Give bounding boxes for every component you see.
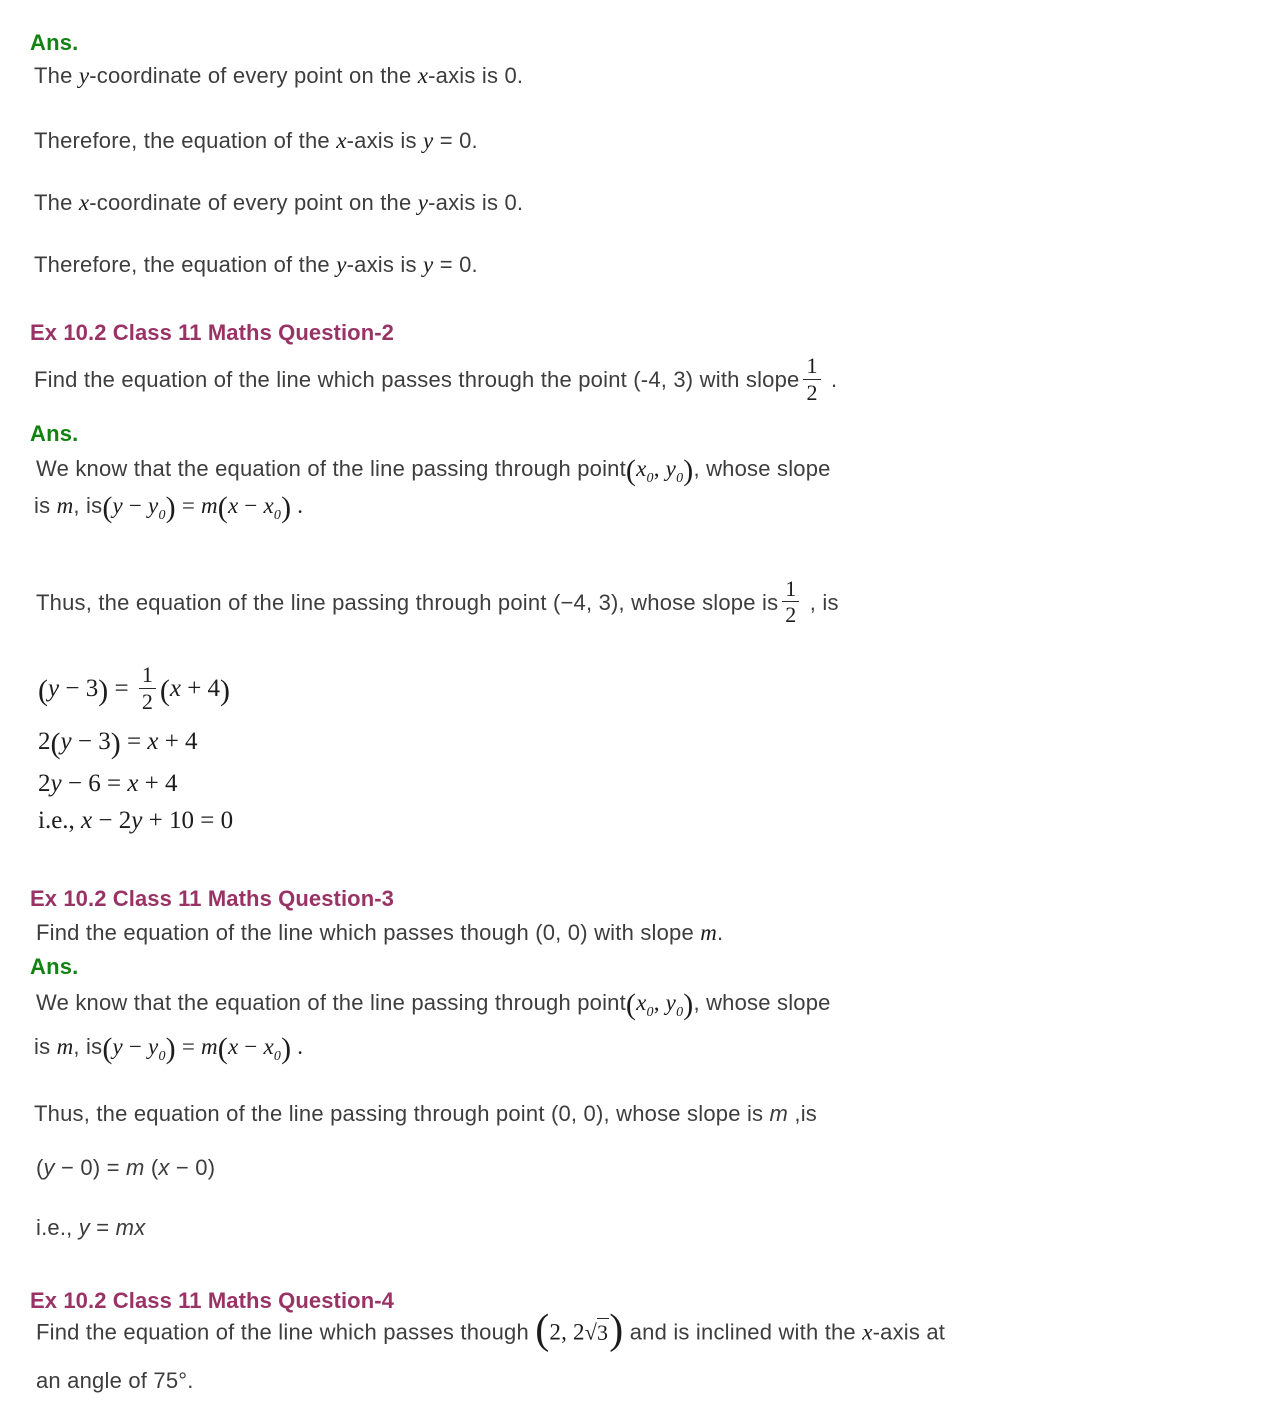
text-run: x	[158, 1154, 170, 1180]
text-run: y	[50, 769, 62, 797]
fraction: $\frac{1}{2}$	[782, 577, 799, 628]
equation-line	[30, 727, 1235, 759]
text-run: 2	[38, 769, 51, 797]
text-run: i.e.,	[38, 806, 82, 834]
text-run: .	[291, 492, 304, 518]
text-run: Therefore, the equation of the	[34, 128, 337, 154]
text-run: y	[336, 252, 347, 278]
text-run: is	[34, 492, 57, 518]
equation-line	[30, 769, 1235, 799]
text-run: m	[769, 1100, 789, 1126]
text-run: an angle of 75°.	[36, 1367, 194, 1393]
text-run: The	[34, 190, 79, 216]
text-run: 0	[676, 470, 684, 486]
text-run: + 10 = 0	[142, 806, 234, 834]
text-run: y	[665, 455, 677, 481]
text-run: Thus, the equation of the line passing through point (−4, 3), whose slope is	[36, 589, 779, 615]
text-run: , is	[73, 1033, 103, 1059]
text-run: (	[38, 674, 48, 708]
text-run: We know that the equation of the line passing through point	[36, 455, 626, 481]
text-run: − 2	[92, 806, 132, 834]
text-run: -coordinate of every point on the	[89, 190, 418, 216]
text-run: y	[60, 727, 72, 755]
question-text-3	[30, 919, 1235, 947]
text-run: We know that the equation of the line passing through point	[36, 989, 626, 1015]
text-run: 0	[158, 1048, 166, 1064]
text-run: 0	[646, 1004, 654, 1020]
text-run: -coordinate of every point on the	[89, 63, 418, 88]
text-run: )	[609, 1307, 624, 1354]
text-run: x	[862, 1319, 873, 1345]
text-run: y	[43, 1154, 55, 1180]
solution-line	[30, 1033, 1235, 1064]
text-run: Therefore, the equation of the	[34, 252, 337, 278]
question-heading-4: Ex 10.2 Class 11 Maths Question-4	[30, 1288, 395, 1314]
text-run: .	[717, 919, 724, 945]
text-run: x	[417, 63, 429, 88]
text-run: .	[291, 1033, 304, 1059]
equation-line	[30, 1215, 1235, 1242]
text-run: y	[131, 806, 143, 834]
text-run: The	[34, 63, 79, 88]
text-run: − 6 =	[61, 769, 128, 797]
solution-line	[30, 575, 1235, 630]
text-run: (	[535, 1307, 550, 1354]
text-run: m	[56, 1033, 74, 1059]
question-heading-3: Ex 10.2 Class 11 Maths Question-3	[30, 885, 395, 911]
equation-line	[30, 662, 1235, 716]
text-run: + 4	[138, 769, 178, 797]
text-run: )	[165, 490, 176, 524]
text-run: 0	[676, 1004, 684, 1020]
text-run: -axis is	[346, 252, 423, 278]
text-run: 2	[38, 727, 51, 755]
text-run: y	[148, 1033, 159, 1059]
text-run: y	[665, 989, 677, 1015]
text-run: x	[78, 190, 90, 216]
text-run: )	[110, 726, 121, 760]
text-run: + 4	[180, 675, 221, 703]
text-run: .	[824, 367, 838, 393]
text-run: y	[78, 63, 90, 88]
text-run: x	[636, 455, 647, 481]
text-run: )	[683, 453, 694, 487]
text-run: =	[89, 1215, 116, 1241]
text-run: =	[175, 1033, 201, 1059]
text-run: i.e.,	[36, 1215, 79, 1241]
equation-line	[30, 806, 1235, 836]
question-text-2	[30, 353, 1235, 407]
text-run: y	[112, 492, 123, 518]
solution-line	[30, 492, 1235, 523]
solution-line	[30, 455, 1235, 486]
text-run: x	[127, 769, 139, 797]
text-run: m	[200, 492, 218, 518]
text-run: x	[227, 492, 239, 518]
text-run: ,is	[788, 1100, 817, 1126]
text-run: (	[625, 453, 637, 487]
solution-line	[30, 1101, 1235, 1128]
text-run: y	[48, 675, 60, 703]
text-run: −	[122, 492, 149, 518]
text-run: m	[700, 919, 718, 945]
text-run: -axis at	[872, 1319, 946, 1345]
text-run: )	[281, 490, 292, 524]
text-run: − 0) =	[54, 1154, 127, 1180]
text-run: and is inclined with the	[623, 1319, 863, 1345]
question-text-4	[30, 1307, 1235, 1354]
text-run: = 0.	[433, 252, 478, 278]
text-run: −	[238, 492, 264, 518]
square-root: √3	[584, 1319, 609, 1345]
text-run: x	[263, 492, 274, 518]
text-run: (	[217, 1031, 228, 1065]
text-run: )	[281, 1031, 292, 1065]
text-run: 0	[158, 507, 166, 523]
text-run: x	[263, 1033, 274, 1059]
answer-label: Ans.	[30, 953, 79, 979]
text-run: )	[165, 1031, 176, 1065]
text-run: x	[636, 989, 647, 1015]
text-run: m	[200, 1033, 218, 1059]
text-run: (	[159, 674, 170, 708]
text-run: m	[126, 1154, 145, 1180]
text-run: = 0.	[433, 128, 478, 154]
text-run: , whose slope	[693, 989, 831, 1015]
solution-line	[30, 989, 1235, 1020]
text-run: − 3	[59, 675, 99, 703]
text-run: Find the equation of the line which passes through the point (-4, 3) with slope	[34, 367, 800, 393]
text-run: =	[108, 675, 135, 703]
answer-label: Ans.	[30, 30, 79, 55]
text-run: Find the equation of the line which passes though (0, 0) with slope	[36, 919, 701, 945]
text-run: 0	[273, 507, 282, 523]
text-run: (	[36, 1154, 44, 1180]
text-run: , is	[803, 589, 839, 615]
text-run: y	[78, 1215, 90, 1241]
text-run: )	[220, 674, 231, 708]
text-run: x	[147, 727, 159, 755]
text-run: x	[227, 1033, 239, 1059]
text-run: 2, 2	[549, 1319, 585, 1345]
text-run: 0	[273, 1048, 282, 1064]
text-run: =	[175, 492, 201, 518]
text-run: ,	[653, 989, 666, 1015]
solution-line	[30, 251, 1235, 279]
text-run: x	[169, 675, 181, 703]
text-run: (	[102, 1031, 113, 1065]
solution-line	[30, 62, 1235, 90]
text-run: (	[144, 1154, 159, 1180]
text-run: -axis is 0.	[428, 190, 524, 216]
answer-label: Ans.	[30, 420, 79, 446]
text-run: is	[34, 1033, 57, 1059]
text-run: 0	[646, 470, 654, 486]
text-run: =	[120, 727, 148, 755]
text-run: (	[102, 490, 113, 524]
question-text-4-continued	[30, 1368, 1235, 1395]
equation-line	[30, 1155, 1235, 1182]
text-run: ,	[653, 455, 666, 481]
text-run: y	[148, 492, 159, 518]
fraction: $\frac{1}{2}$	[139, 663, 156, 714]
text-run: − 0)	[169, 1154, 216, 1180]
text-run: (	[50, 726, 61, 760]
text-run: y	[417, 190, 429, 216]
text-run: x	[134, 1215, 146, 1241]
text-run: m	[115, 1215, 135, 1241]
solution-line	[30, 189, 1235, 217]
text-run: −	[122, 1033, 149, 1059]
text-run: )	[98, 674, 109, 708]
text-run: Find the equation of the line which passes though	[36, 1319, 536, 1345]
text-run: , whose slope	[693, 455, 831, 481]
question-heading-2: Ex 10.2 Class 11 Maths Question-2	[30, 320, 395, 346]
text-run: Thus, the equation of the line passing through point (0, 0), whose slope is	[34, 1100, 770, 1126]
text-run: -axis is	[346, 128, 423, 154]
text-run: , is	[73, 492, 103, 518]
text-run: )	[683, 987, 694, 1021]
text-run: y	[112, 1033, 123, 1059]
text-run: -axis is 0.	[428, 63, 524, 88]
fraction: $\frac{1}{2}$	[803, 354, 820, 405]
text-run: (	[217, 490, 228, 524]
solution-line	[30, 127, 1235, 155]
text-run: −	[238, 1033, 264, 1059]
text-run: m	[56, 492, 74, 518]
text-run: y	[422, 128, 434, 154]
text-run: y	[422, 252, 434, 278]
text-run: x	[81, 806, 93, 834]
text-run: + 4	[158, 727, 198, 755]
text-run: (	[625, 987, 637, 1021]
text-run: − 3	[71, 727, 111, 755]
text-run: x	[336, 128, 347, 154]
